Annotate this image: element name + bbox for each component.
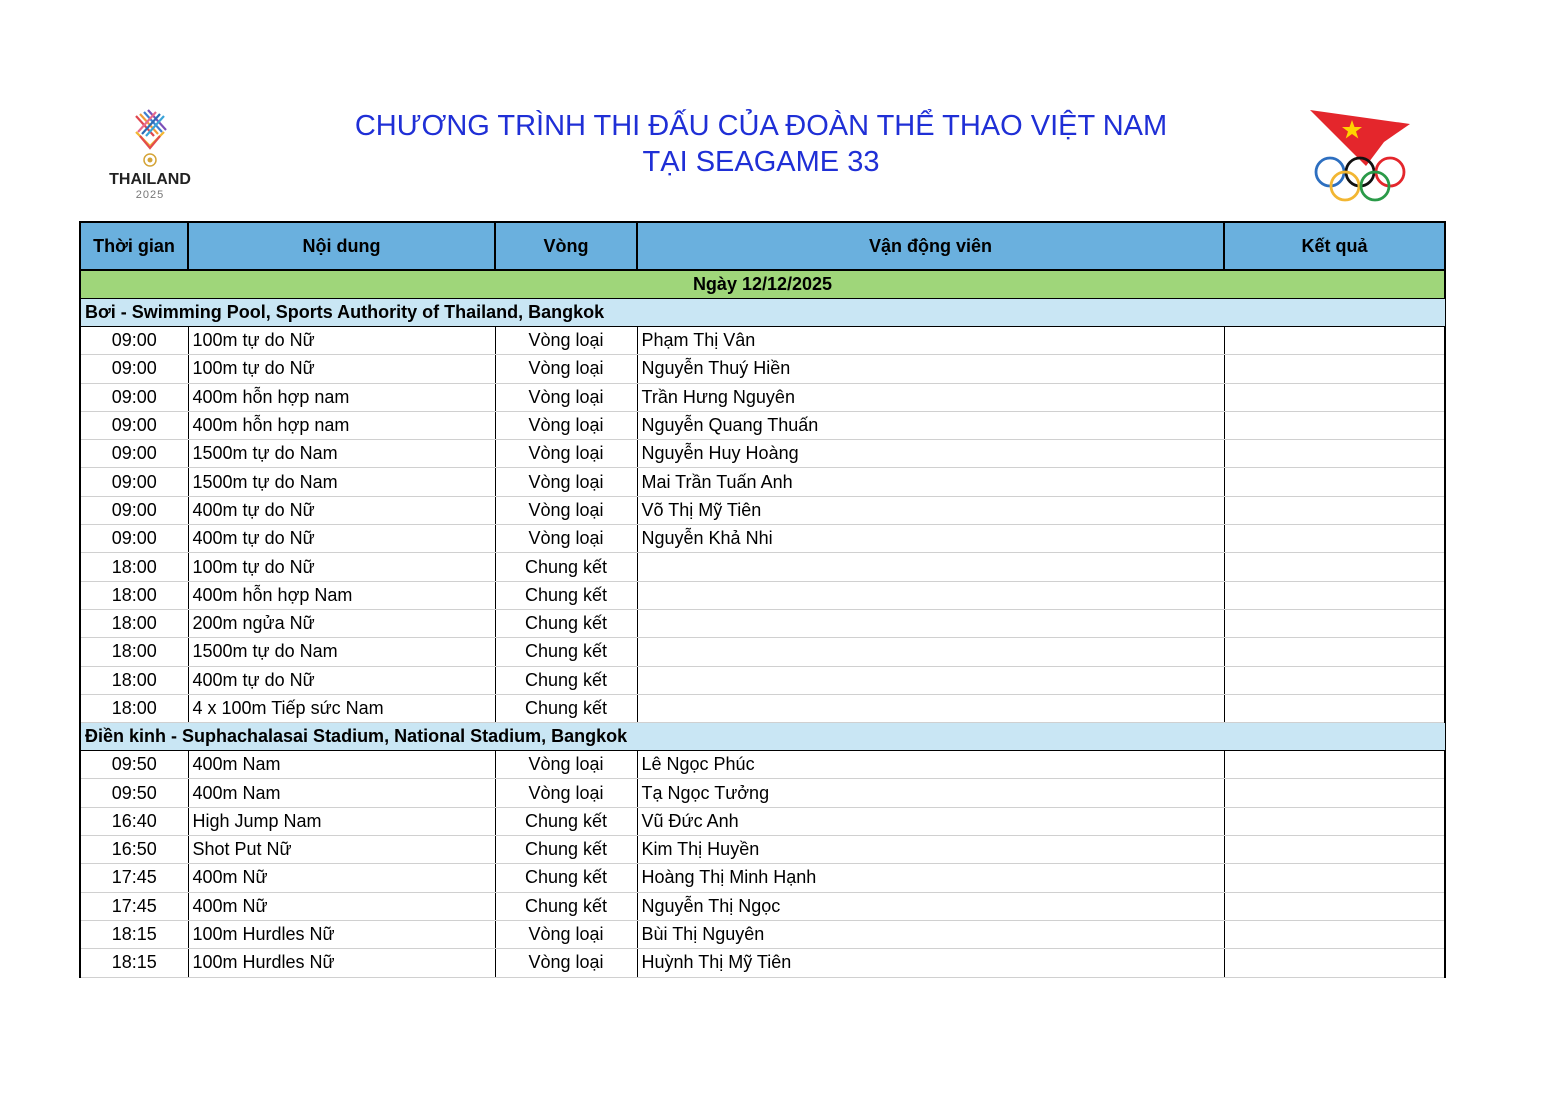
cell-athlete: Nguyễn Huy Hoàng xyxy=(637,440,1224,468)
cell-event: 1500m tự do Nam xyxy=(188,638,495,666)
cell-athlete: Phạm Thị Vân xyxy=(637,327,1224,355)
cell-event: 400m Nữ xyxy=(188,892,495,920)
cell-round: Chung kết xyxy=(495,892,637,920)
cell-athlete: Nguyễn Khả Nhi xyxy=(637,525,1224,553)
cell-event: High Jump Nam xyxy=(188,807,495,835)
cell-round: Vòng loại xyxy=(495,355,637,383)
cell-result xyxy=(1224,609,1445,637)
cell-time: 17:45 xyxy=(80,892,188,920)
cell-athlete: Nguyễn Thị Ngọc xyxy=(637,892,1224,920)
cell-round: Vòng loại xyxy=(495,920,637,948)
cell-event: 1500m tự do Nam xyxy=(188,440,495,468)
cell-result xyxy=(1224,666,1445,694)
cell-round: Vòng loại xyxy=(495,468,637,496)
cell-time: 09:00 xyxy=(80,355,188,383)
table-row xyxy=(80,355,1445,383)
cell-result xyxy=(1224,920,1445,948)
cell-result xyxy=(1224,807,1445,835)
section-row xyxy=(80,299,1445,327)
cell-athlete: Võ Thị Mỹ Tiên xyxy=(637,496,1224,524)
table-row xyxy=(80,666,1445,694)
cell-time: 09:00 xyxy=(80,327,188,355)
table-row xyxy=(80,411,1445,439)
cell-athlete: Bùi Thị Nguyên xyxy=(637,920,1224,948)
cell-result xyxy=(1224,496,1445,524)
table-row xyxy=(80,949,1445,977)
cell-result xyxy=(1224,581,1445,609)
cell-time: 09:00 xyxy=(80,440,188,468)
cell-athlete: Kim Thị Huyền xyxy=(637,836,1224,864)
table-row xyxy=(80,892,1445,920)
cell-result xyxy=(1224,355,1445,383)
table-row xyxy=(80,553,1445,581)
cell-athlete: Mai Trần Tuấn Anh xyxy=(637,468,1224,496)
page-subtitle: TẠI SEAGAME 33 xyxy=(642,146,880,178)
table-row xyxy=(80,609,1445,637)
cell-round: Vòng loại xyxy=(495,751,637,779)
cell-event: 100m tự do Nữ xyxy=(188,327,495,355)
cell-event: 400m Nữ xyxy=(188,864,495,892)
cell-result xyxy=(1224,751,1445,779)
section-title: Điền kinh - Suphachalasai Stadium, National Stadium, Bangkok xyxy=(80,723,1445,751)
table-row xyxy=(80,638,1445,666)
cell-result xyxy=(1224,553,1445,581)
table-row xyxy=(80,496,1445,524)
cell-event: 400m hỗn hợp nam xyxy=(188,383,495,411)
cell-event: 100m Hurdles Nữ xyxy=(188,949,495,977)
cell-athlete xyxy=(637,694,1224,722)
cell-event: 100m Hurdles Nữ xyxy=(188,920,495,948)
cell-athlete: Huỳnh Thị Mỹ Tiên xyxy=(637,949,1224,977)
col-header-time: Thời gian xyxy=(80,222,188,270)
cell-time: 17:45 xyxy=(80,864,188,892)
logo-thailand-text: THAILAND xyxy=(109,171,191,188)
cell-result xyxy=(1224,383,1445,411)
cell-round: Chung kết xyxy=(495,807,637,835)
cell-round: Chung kết xyxy=(495,609,637,637)
cell-round: Chung kết xyxy=(495,666,637,694)
cell-round: Vòng loại xyxy=(495,525,637,553)
cell-result xyxy=(1224,525,1445,553)
vietnam-olympic-logo xyxy=(1306,106,1416,206)
table-row xyxy=(80,751,1445,779)
table-row xyxy=(80,779,1445,807)
cell-round: Chung kết xyxy=(495,553,637,581)
cell-result xyxy=(1224,411,1445,439)
col-header-result: Kết quả xyxy=(1224,222,1445,270)
cell-event: Shot Put Nữ xyxy=(188,836,495,864)
cell-time: 16:50 xyxy=(80,836,188,864)
cell-time: 09:00 xyxy=(80,468,188,496)
cell-result xyxy=(1224,779,1445,807)
cell-time: 16:40 xyxy=(80,807,188,835)
cell-time: 18:00 xyxy=(80,609,188,637)
cell-event: 4 x 100m Tiếp sức Nam xyxy=(188,694,495,722)
table-header-row xyxy=(80,222,1445,270)
cell-result xyxy=(1224,836,1445,864)
cell-round: Vòng loại xyxy=(495,496,637,524)
cell-round: Vòng loại xyxy=(495,440,637,468)
table-row xyxy=(80,440,1445,468)
section-title: Bơi - Swimming Pool, Sports Authority of Thailand, Bangkok xyxy=(80,299,1445,327)
cell-round: Chung kết xyxy=(495,836,637,864)
cell-time: 09:00 xyxy=(80,383,188,411)
cell-event: 400m hỗn hợp Nam xyxy=(188,581,495,609)
cell-event: 400m hỗn hợp nam xyxy=(188,411,495,439)
cell-round: Vòng loại xyxy=(495,383,637,411)
cell-time: 09:00 xyxy=(80,411,188,439)
cell-result xyxy=(1224,327,1445,355)
cell-event: 400m Nam xyxy=(188,751,495,779)
cell-result xyxy=(1224,892,1445,920)
date-row xyxy=(80,270,1445,299)
table-row xyxy=(80,836,1445,864)
cell-event: 1500m tự do Nam xyxy=(188,468,495,496)
table-row xyxy=(80,468,1445,496)
col-header-round: Vòng xyxy=(495,222,637,270)
table-row xyxy=(80,581,1445,609)
cell-athlete xyxy=(637,609,1224,637)
cell-athlete: Hoàng Thị Minh Hạnh xyxy=(637,864,1224,892)
table-row xyxy=(80,864,1445,892)
cell-athlete: Tạ Ngọc Tưởng xyxy=(637,779,1224,807)
cell-round: Vòng loại xyxy=(495,779,637,807)
cell-athlete: Vũ Đức Anh xyxy=(637,807,1224,835)
cell-result xyxy=(1224,949,1445,977)
cell-round: Chung kết xyxy=(495,864,637,892)
cell-event: 400m tự do Nữ xyxy=(188,666,495,694)
cell-athlete: Nguyễn Quang Thuấn xyxy=(637,411,1224,439)
logo-year-text: 2025 xyxy=(135,189,165,201)
schedule-table xyxy=(79,221,1446,978)
cell-athlete: Trần Hưng Nguyên xyxy=(637,383,1224,411)
table-row xyxy=(80,525,1445,553)
cell-time: 18:00 xyxy=(80,666,188,694)
cell-athlete xyxy=(637,581,1224,609)
cell-result xyxy=(1224,864,1445,892)
cell-result xyxy=(1224,694,1445,722)
date-label: Ngày 12/12/2025 xyxy=(80,270,1445,299)
cell-result xyxy=(1224,638,1445,666)
cell-time: 18:00 xyxy=(80,638,188,666)
cell-time: 18:15 xyxy=(80,949,188,977)
cell-round: Chung kết xyxy=(495,638,637,666)
cell-athlete: Nguyễn Thuý Hiền xyxy=(637,355,1224,383)
table-row xyxy=(80,694,1445,722)
cell-time: 09:50 xyxy=(80,779,188,807)
cell-round: Chung kết xyxy=(495,581,637,609)
cell-time: 18:00 xyxy=(80,694,188,722)
cell-athlete xyxy=(637,638,1224,666)
table-row xyxy=(80,920,1445,948)
cell-time: 18:15 xyxy=(80,920,188,948)
cell-round: Vòng loại xyxy=(495,949,637,977)
cell-round: Vòng loại xyxy=(495,411,637,439)
col-header-event: Nội dung xyxy=(188,222,495,270)
cell-round: Vòng loại xyxy=(495,327,637,355)
cell-event: 100m tự do Nữ xyxy=(188,553,495,581)
cell-event: 400m Nam xyxy=(188,779,495,807)
cell-time: 09:50 xyxy=(80,751,188,779)
cell-time: 09:00 xyxy=(80,496,188,524)
cell-athlete xyxy=(637,553,1224,581)
table-row xyxy=(80,383,1445,411)
table-row xyxy=(80,327,1445,355)
section-row xyxy=(80,723,1445,751)
cell-time: 18:00 xyxy=(80,553,188,581)
cell-event: 200m ngửa Nữ xyxy=(188,609,495,637)
col-header-athlete: Vận động viên xyxy=(637,222,1224,270)
cell-event: 400m tự do Nữ xyxy=(188,525,495,553)
cell-athlete xyxy=(637,666,1224,694)
table-row xyxy=(80,807,1445,835)
page-title: CHƯƠNG TRÌNH THI ĐẤU CỦA ĐOÀN THỂ THAO VIỆT NAM xyxy=(354,110,1168,142)
cell-event: 100m tự do Nữ xyxy=(188,355,495,383)
cell-result xyxy=(1224,440,1445,468)
cell-event: 400m tự do Nữ xyxy=(188,496,495,524)
cell-result xyxy=(1224,468,1445,496)
cell-round: Chung kết xyxy=(495,694,637,722)
cell-time: 18:00 xyxy=(80,581,188,609)
cell-athlete: Lê Ngọc Phúc xyxy=(637,751,1224,779)
cell-time: 09:00 xyxy=(80,525,188,553)
